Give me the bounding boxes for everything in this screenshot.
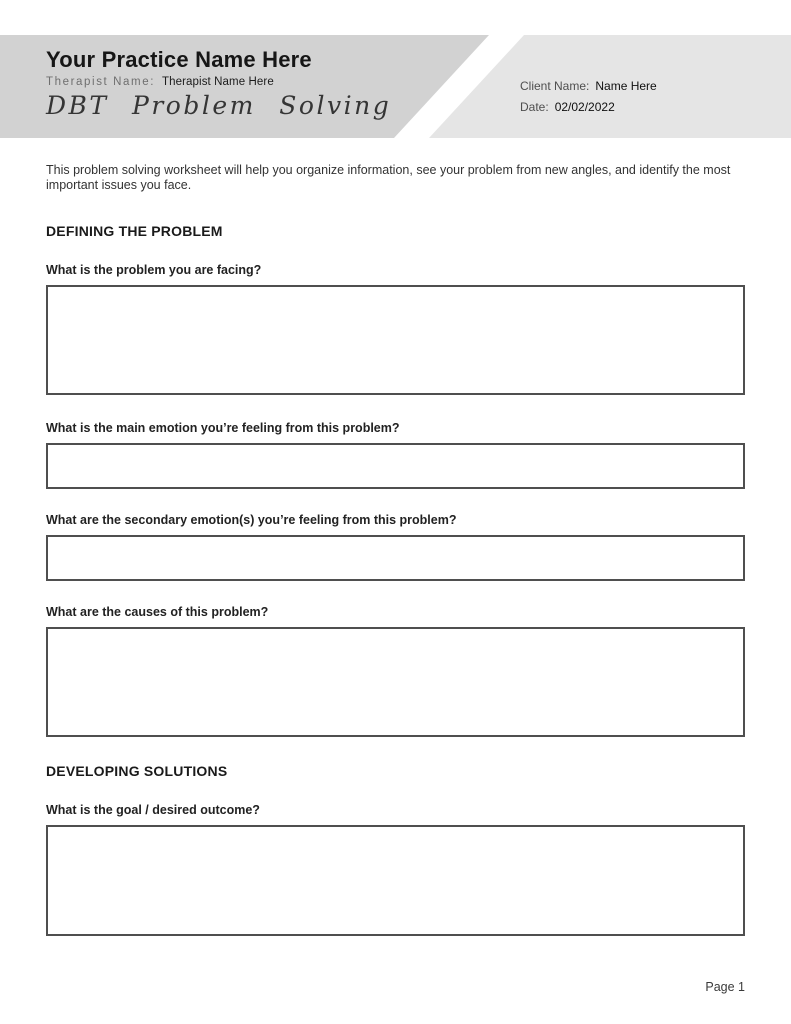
header bbox=[0, 35, 791, 138]
section-heading-defining-the-problem: DEFINING THE PROBLEM bbox=[46, 222, 223, 239]
date-label: Date: bbox=[520, 100, 549, 114]
date-value: 02/02/2022 bbox=[554, 100, 615, 114]
therapist-line bbox=[46, 76, 391, 88]
intro-paragraph: This problem solving worksheet will help you organize information, see your problem from new angles, and identify the most important issues you face. bbox=[46, 163, 731, 193]
page-number: Page 1 bbox=[705, 980, 745, 994]
section-heading-developing-solutions: DEVELOPING SOLUTIONS bbox=[46, 762, 228, 779]
therapist-name-value: Therapist Name Here bbox=[162, 76, 274, 88]
worksheet-title: DBT Problem Solving bbox=[46, 91, 392, 120]
worksheet-body bbox=[46, 138, 745, 936]
answer-box-problem[interactable] bbox=[46, 285, 745, 395]
question-label-causes: What are the causes of this problem? bbox=[46, 604, 269, 619]
answer-box-secondary-emotions[interactable] bbox=[46, 535, 745, 581]
therapist-name-label: Therapist Name: bbox=[46, 76, 156, 88]
answer-box-causes[interactable] bbox=[46, 627, 745, 737]
date-line bbox=[520, 100, 657, 114]
question-label-problem: What is the problem you are facing? bbox=[46, 262, 262, 277]
client-name-label: Client Name: bbox=[520, 79, 590, 93]
answer-box-main-emotion[interactable] bbox=[46, 443, 745, 489]
client-name-value: Name Here bbox=[595, 79, 657, 93]
header-right-content bbox=[520, 79, 657, 121]
client-name-line bbox=[520, 79, 657, 93]
question-label-secondary-emotions: What are the secondary emotion(s) you’re feeling from this problem? bbox=[46, 512, 457, 527]
practice-name: Your Practice Name Here bbox=[46, 47, 312, 72]
header-left-content bbox=[46, 47, 391, 120]
question-label-main-emotion: What is the main emotion you’re feeling from this problem? bbox=[46, 420, 400, 435]
question-label-goal: What is the goal / desired outcome? bbox=[46, 802, 260, 817]
answer-box-goal[interactable] bbox=[46, 825, 745, 936]
